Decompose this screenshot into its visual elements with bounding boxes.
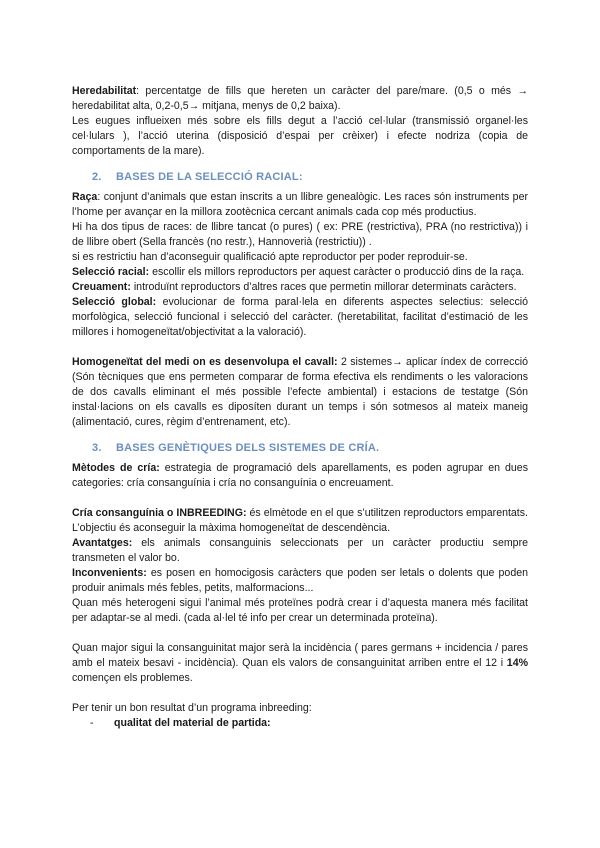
paragraph-raca: Raça: conjunt d’animals que estan inscrits a un llibre genealògic. Les races són instruments per l’home per avançar en la millora zootècnica cercant animals cada cop més productius. bbox=[72, 191, 528, 218]
paragraph-heterogeni: Quan més heterogeni sigui l’animal més proteïnes podrà crear i d’aquesta manera més facilitat per adaptar-se al medi. (cada al·lel té info per crear un determinada proteïna). bbox=[72, 597, 528, 624]
document-page bbox=[72, 84, 528, 731]
paragraph-metodes: Mètodes de cría: estrategia de programació dels aparellaments, es poden agrupar en dues categories: cría consanguínia i cría no consanguínia o encreuament. bbox=[72, 462, 528, 489]
section-heading-2: 2. BASES DE LA SELECCIÓ RACIAL: bbox=[92, 171, 303, 183]
paragraph-avantatges: Avantatges: els animals consanguinis seleccionats per un caràcter productiu sempre transmeten el valor bo. bbox=[72, 537, 528, 564]
paragraph-inconvenients: Inconvenients: es posen en homocigosis caràcters que poden ser letals o dolents que poden produir animals més febles, petits, malformacions... bbox=[72, 567, 528, 594]
paragraph-homogeneitat: Homogeneïtat del medi on es desenvolupa el cavall: 2 sistemes→ aplicar índex de correcció (Són tècniques que ens permeten comparar de forma efectiva els rendiments o les valoracions de dos cavalls eliminant el més possible l’efecte ambiental) i estacions de testatge (Són instal·lacions on els cavalls es diposíten durant un temps i són sotmesos al mateix maneig (alimentació, cures, règim d’entrenament, etc). bbox=[72, 356, 528, 428]
paragraph-seleccio-global: Selecció global: evolucionar de forma paral·lela en diferents aspectes selectius: selecció morfològica, selecció funcional i selecció del caràcter. (heretabilitat, facilitat d’estimació de les millores i homogeneïtat/objectivitat a la valoració). bbox=[72, 296, 528, 338]
term-heredabilitat: Heredabilitat bbox=[72, 85, 137, 97]
list-item: - qualitat del material de partida: bbox=[90, 717, 271, 729]
paragraph-tipus-races: Hi ha dos tipus de races: de llibre tancat (o pures) ( ex: PRE (restrictiva), PRA (no restrictiva)) i de llibre obert (Sella francès (no restr.), Hannoverià (restrictiu)) . bbox=[72, 221, 528, 248]
paragraph-cria-consanguinia: Cría consanguínia o INBREEDING: és elmètode en el que s’utilitzen reproductors emparentats. L’objectiu és aconseguir la màxima homogeneïtat de descendència. bbox=[72, 507, 528, 534]
section-heading-3: 3. BASES GENÈTIQUES DELS SISTEMES DE CRÍA. bbox=[92, 442, 380, 454]
paragraph-creuament: Creuament: introduïnt reproductors d’altres races que permetin millorar determinats caràcters. bbox=[72, 281, 517, 293]
paragraph-per-tenir: Per tenir un bon resultat d’un programa inbreeding: bbox=[72, 702, 312, 714]
paragraph-restrictiu: si es restrictiu han d’aconseguir qualificació apte reproductor per poder reproduir-se. bbox=[72, 251, 468, 263]
paragraph-seleccio-racial: Selecció racial: escollir els millors reproductors per aquest caràcter o producció dins de la raça. bbox=[72, 266, 525, 278]
paragraph-heredabilitat: Heredabilitat: percentatge de fills que hereten un caràcter del pare/mare. (0,5 o més → heredabilitat alta, 0,2-0,5→ mitjana, menys de 0,2 baixa). bbox=[72, 85, 528, 112]
paragraph-eugues: Les eugues influeixen més sobre els fills degut a l’acció cel·lular (transmissió organel·les cel·lulars ), l’acció uterina (disposició d’espai per crèixer) i efecte nodriza (copia de comportaments de la mare). bbox=[72, 115, 528, 157]
paragraph-consanguinitat: Quan major sigui la consanguinitat major serà la incidència ( pares germans + incidencia / pares amb el mateix besavi - incidència). Quan els valors de consanguinitat arriben entre el 12 i 14% començen els problemes. bbox=[72, 642, 528, 684]
